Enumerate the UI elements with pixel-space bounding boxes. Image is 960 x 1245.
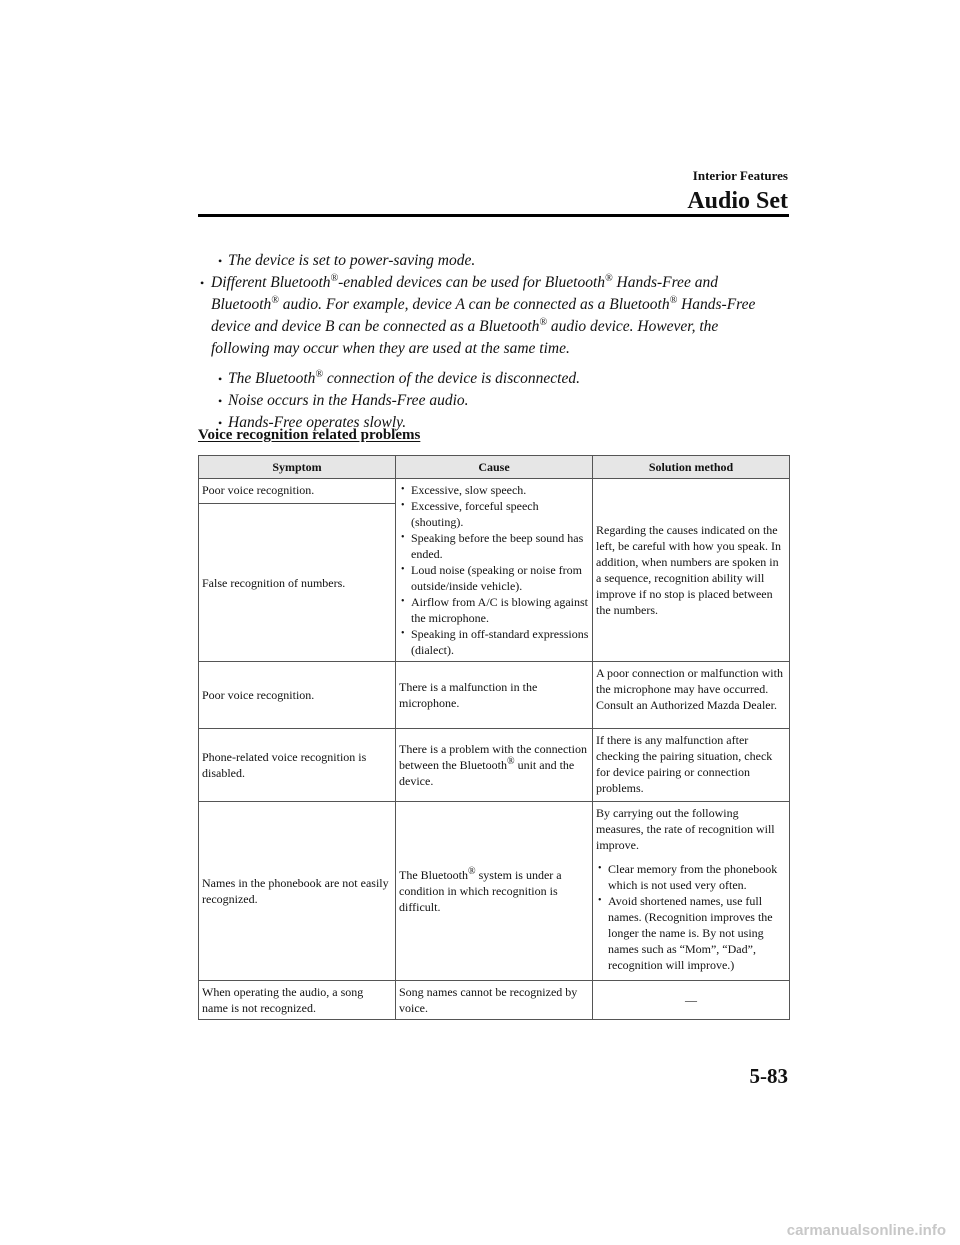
cause-cell [396,479,593,662]
notes-list [198,250,788,434]
solution-cell: Regarding the causes indicated on the left, be careful with how you speak. In addition, when numbers are spoken in a sequence, recognition ability will improve if no stop is placed between the numbers. [593,479,790,662]
voice-recognition-table [198,455,790,1020]
bullet-icon: • [218,372,223,386]
solution-cell: If there is any malfunction after checking the pairing situation, check for device pairing or connection problems. [593,729,790,802]
header-cause: Cause [396,456,593,479]
cause-cell: The Bluetooth® system is under a condition in which recognition is difficult. [396,802,593,981]
header-symptom: Symptom [199,456,396,479]
header-rule [198,214,789,217]
cause-cell: Song names cannot be recognized by voice. [396,981,593,1020]
note-disconnected: • The Bluetooth® connection of the device is disconnected. [198,368,788,390]
list-item: • Avoid shortened names, use full names. (Recognition improves the longer the name is. By not using names such as “Mom”, “Dad”, recognition will improve.) [596,893,786,973]
symptom-cell: Poor voice recognition. [199,479,396,504]
bullet-icon: • [200,276,205,290]
table-header-row [199,456,790,479]
cause-cell: There is a problem with the connection between the Bluetooth® unit and the device. [396,729,593,802]
symptom-cell: Phone-related voice recognition is disabled. [199,729,396,802]
list-item: • Excessive, slow speech. [399,482,589,498]
list-item: • Airflow from A/C is blowing against the microphone. [399,594,589,626]
symptom-cell: Poor voice recognition. [199,662,396,729]
section-title: Interior Features [692,168,788,183]
solution-list [596,861,786,973]
table-row [199,662,790,729]
table-row [199,981,790,1020]
solution-cell: By carrying out the following measures, the rate of recognition will improve. • Clear memory from the phonebook which is not used very often. • Avoid shortened names, use full names. (Recognition improves the longer the name is. By not using names such as “Mom”, “Dad”, recognition will improve.) [593,802,790,981]
page-number: 5-83 [749,1064,788,1088]
cause-cell: There is a malfunction in the microphone. [396,662,593,729]
list-item: • Clear memory from the phonebook which is not used very often. [596,861,786,893]
symptom-cell: Names in the phonebook are not easily recognized. [199,802,396,981]
table-row [199,729,790,802]
list-item: • Loud noise (speaking or noise from outside/inside vehicle). [399,562,589,594]
running-header [687,168,788,216]
solution-cell: — [593,981,790,1020]
table-row [199,802,790,981]
chapter-title: Audio Set [687,188,788,214]
solution-cell: A poor connection or malfunction with the microphone may have occurred. Consult an Authorized Mazda Dealer. [593,662,790,729]
list-item: • Excessive, forceful speech (shouting). [399,498,589,530]
table-row [199,479,790,504]
note-slow: • Hands-Free operates slowly. [198,412,788,434]
cause-list [399,482,589,658]
bullet-icon: • [218,416,223,430]
note-different-devices: • Different Bluetooth®-enabled devices can be used for Bluetooth® Hands-Free and Bluetooth® audio. For example, device A can be connected as a Bluetooth® Hands-Free device and device B can be connected as a Bluetooth® audio device. However, the following may occur when they are used at the same time. [200,272,756,357]
watermark: carmanualsonline.info [786,1222,946,1239]
header-solution: Solution method [593,456,790,479]
table-title: Voice recognition related problems [198,427,421,443]
symptom-cell: False recognition of numbers. [199,504,396,662]
note-noise: • Noise occurs in the Hands-Free audio. [198,390,788,412]
list-item: • Speaking before the beep sound has ended. [399,530,589,562]
note-power-saving: • The device is set to power-saving mode. [198,250,788,272]
bullet-icon: • [218,254,223,268]
list-item: • Speaking in off-standard expressions (dialect). [399,626,589,658]
bullet-icon: • [218,394,223,408]
symptom-cell: When operating the audio, a song name is not recognized. [199,981,396,1020]
